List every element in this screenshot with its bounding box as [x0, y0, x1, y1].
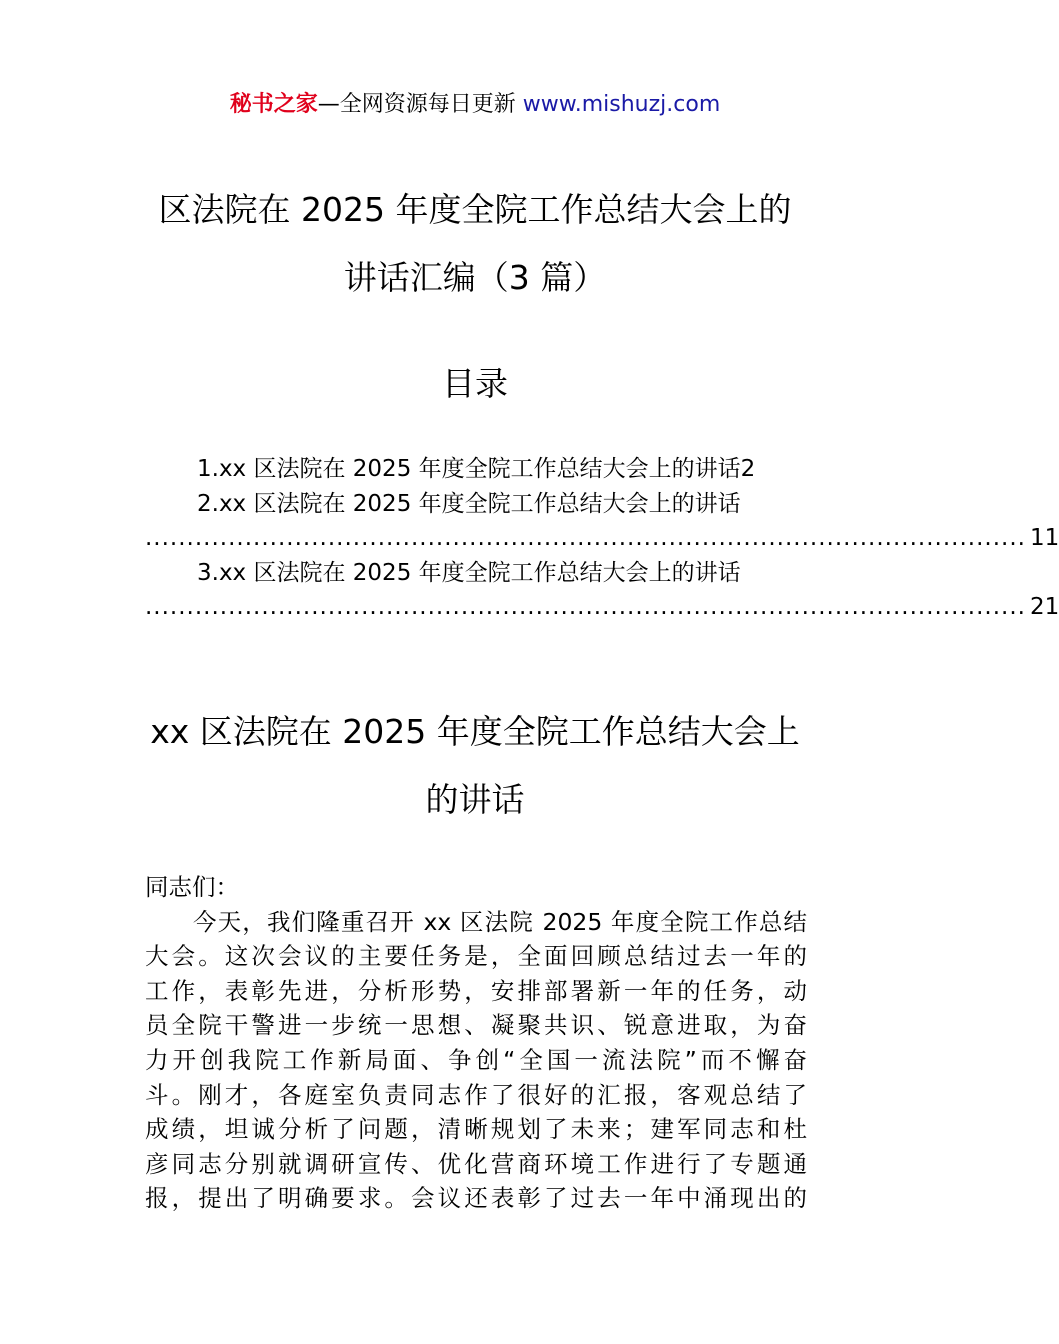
speech-body [145, 870, 807, 1216]
site-banner [0, 88, 950, 122]
toc-entry-1[interactable]: 1.xx 区法院在 2025 年度全院工作总结大会上的讲话2 [197, 456, 756, 482]
paragraph-line: 员全院干警进一步统一思想、凝聚共识、锐意进取，为奋 [145, 1011, 807, 1040]
paragraph-line: 工作，表彰先进，分析形势，安排部署新一年的任务，动 [145, 976, 807, 1005]
paragraph-line: 力开创我院工作新局面、争创“全国一流法院”而不懈奋 [145, 1045, 807, 1074]
section-title-line-1: xx 区法院在 2025 年度全院工作总结大会上 [150, 712, 800, 751]
banner-tagline: —全网资源每日更新 [317, 92, 523, 117]
document-title-line-2: 讲话汇编（3 篇） [343, 258, 607, 297]
toc-dot-leader: .......................................................................................................... [145, 594, 1026, 620]
salutation: 同志们： [145, 873, 239, 901]
banner-brand: 秘书之家 [229, 92, 318, 117]
paragraph-line: 成绩，坦诚分析了问题，清晰规划了未来；建军同志和杜 [145, 1115, 807, 1144]
toc-heading: 目录 [442, 364, 508, 403]
paragraph-line: 今天，我们隆重召开 xx 区法院 2025 年度全院工作总结 [193, 907, 807, 936]
paragraph-line: 斗。刚才，各庭室负责同志作了很好的汇报，客观总结了 [145, 1080, 807, 1109]
paragraph-line: 报，提出了明确要求。会议还表彰了过去一年中涌现出的 [145, 1184, 807, 1213]
section-title-line-2: 的讲话 [425, 780, 525, 819]
toc-entry-3-leader [145, 590, 1059, 625]
toc-page-number: 21 [1029, 594, 1059, 620]
banner-url-link[interactable]: www.mishuzj.com [522, 92, 721, 117]
table-of-contents [145, 452, 1059, 625]
toc-entry-2[interactable]: 2.xx 区法院在 2025 年度全院工作总结大会上的讲话 [197, 490, 741, 517]
paragraph-line: 大会。这次会议的主要任务是，全面回顾总结过去一年的 [145, 942, 807, 971]
toc-dot-leader: .......................................................................................................... [145, 525, 1026, 551]
toc-entry-3[interactable]: 3.xx 区法院在 2025 年度全院工作总结大会上的讲话 [197, 559, 741, 586]
toc-page-number: 11 [1029, 525, 1059, 551]
paragraph-line: 彦同志分别就调研宣传、优化营商环境工作进行了专题通 [145, 1149, 807, 1178]
toc-entry-2-leader [145, 521, 1059, 556]
document-title-line-1: 区法院在 2025 年度全院工作总结大会上的 [158, 190, 792, 229]
